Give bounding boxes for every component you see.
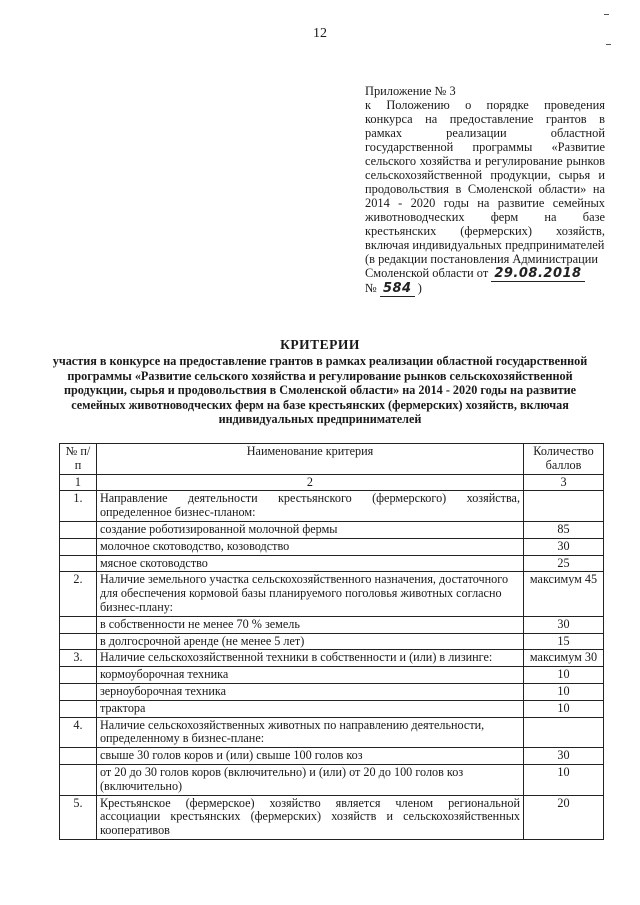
row-criterion: мясное скотоводство <box>96 555 523 572</box>
row-num <box>60 764 97 795</box>
row-criterion: кормоуборочная техника <box>96 667 523 684</box>
table-row <box>60 667 604 684</box>
row-criterion: молочное скотоводство, козоводство <box>96 538 523 555</box>
table-index-row <box>60 474 604 491</box>
row-num <box>60 700 97 717</box>
table-row <box>60 633 604 650</box>
row-points: 20 <box>524 795 604 839</box>
table-row <box>60 795 604 839</box>
table-row <box>60 521 604 538</box>
row-num <box>60 616 97 633</box>
row-points <box>524 717 604 748</box>
row-num: 5. <box>60 795 97 839</box>
edition-close: ) <box>417 281 422 295</box>
table-row <box>60 491 604 522</box>
index-cell: 1 <box>60 474 97 491</box>
row-num <box>60 667 97 684</box>
row-points: 30 <box>524 748 604 765</box>
row-num: 1. <box>60 491 97 522</box>
row-criterion: Наличие сельскохозяйственных животных по направлению деятельности, определенному в бизнес-плане: <box>96 717 523 748</box>
table-row <box>60 572 604 616</box>
row-num: 3. <box>60 650 97 667</box>
header-name: Наименование критерия <box>96 444 523 475</box>
table-row <box>60 650 604 667</box>
row-num <box>60 521 97 538</box>
criteria-title: КРИТЕРИИ <box>280 337 360 352</box>
row-criterion: Наличие сельскохозяйственной техники в собственности и (или) в лизинге: <box>96 650 523 667</box>
scan-mark <box>600 14 614 54</box>
edition-prefix: (в редакции постановления Администрации Смоленской области от <box>365 252 599 280</box>
row-num <box>60 748 97 765</box>
row-points: 30 <box>524 538 604 555</box>
edition-no-label: № <box>365 281 377 295</box>
appendix-block <box>365 84 605 296</box>
header-points: Количество баллов <box>524 444 604 475</box>
row-points: 85 <box>524 521 604 538</box>
row-points <box>524 491 604 522</box>
header-num: № п/п <box>60 444 97 475</box>
row-num: 4. <box>60 717 97 748</box>
table-row <box>60 764 604 795</box>
table-row <box>60 683 604 700</box>
row-num <box>60 538 97 555</box>
table-row <box>60 700 604 717</box>
row-criterion: свыше 30 голов коров и (или) свыше 100 голов коз <box>96 748 523 765</box>
row-points: 30 <box>524 616 604 633</box>
row-points: 15 <box>524 633 604 650</box>
row-points: 10 <box>524 764 604 795</box>
index-cell: 2 <box>96 474 523 491</box>
edition-number-handwritten: 584 <box>380 281 415 297</box>
row-num: 2. <box>60 572 97 616</box>
row-points: 10 <box>524 683 604 700</box>
appendix-title: Приложение № 3 <box>365 84 456 98</box>
row-points: максимум 45 <box>524 572 604 616</box>
table-row <box>60 616 604 633</box>
index-cell: 3 <box>524 474 604 491</box>
table-row <box>60 555 604 572</box>
row-criterion: от 20 до 30 голов коров (включительно) и (или) от 20 до 100 голов коз (включительно) <box>96 764 523 795</box>
row-criterion: в собственности не менее 70 % земель <box>96 616 523 633</box>
row-criterion: зерноуборочная техника <box>96 683 523 700</box>
row-num <box>60 683 97 700</box>
table-header-row <box>60 444 604 475</box>
page-number: 12 <box>313 26 327 41</box>
appendix-edition <box>365 252 605 296</box>
appendix-body: к Положению о порядке проведения конкурса на предоставление грантов в рамках реализации областной государственной программы «Развитие сельского хозяйства и регулирование рынков сельскохозяйственной продукции, сырья и продовольствия в Смоленской области» на 2014 - 2020 годы на развитие семейных животноводческих ферм на базе крестьянских (фермерских) хозяйств, включая индивидуальных предпринимателей <box>365 98 605 252</box>
table-row <box>60 717 604 748</box>
criteria-table <box>59 443 604 840</box>
row-num <box>60 633 97 650</box>
row-criterion: Направление деятельности крестьянского (фермерского) хозяйства, определенное бизнес-планом: <box>96 491 523 522</box>
edition-date-handwritten: 29.08.2018 <box>491 266 584 282</box>
row-points: 25 <box>524 555 604 572</box>
row-num <box>60 555 97 572</box>
row-points: 10 <box>524 667 604 684</box>
row-criterion: в долгосрочной аренде (не менее 5 лет) <box>96 633 523 650</box>
row-points: максимум 30 <box>524 650 604 667</box>
row-criterion: Крестьянское (фермерское) хозяйство является членом региональной ассоциации крестьянских (фермерских) хозяйств и сельскохозяйственных кооперативов <box>96 795 523 839</box>
row-criterion: создание роботизированной молочной фермы <box>96 521 523 538</box>
row-points: 10 <box>524 700 604 717</box>
row-criterion: трактора <box>96 700 523 717</box>
row-criterion: Наличие земельного участка сельскохозяйственного назначения, достаточного для обеспечения кормовой базы планируемого поголовья животных согласно бизнес-плану: <box>96 572 523 616</box>
table-row <box>60 538 604 555</box>
criteria-subtitle: участия в конкурсе на предоставление грантов в рамках реализации областной государственной программы «Развитие сельского хозяйства и регулирование рынков сельскохозяйственной продукции, сырья и продовольствия в Смоленской области» на 2014 - 2020 годы на развитие семейных животноводческих ферм на базе крестьянских (фермерских) хозяйств, включая индивидуальных предпринимателей <box>52 354 588 427</box>
table-row <box>60 748 604 765</box>
